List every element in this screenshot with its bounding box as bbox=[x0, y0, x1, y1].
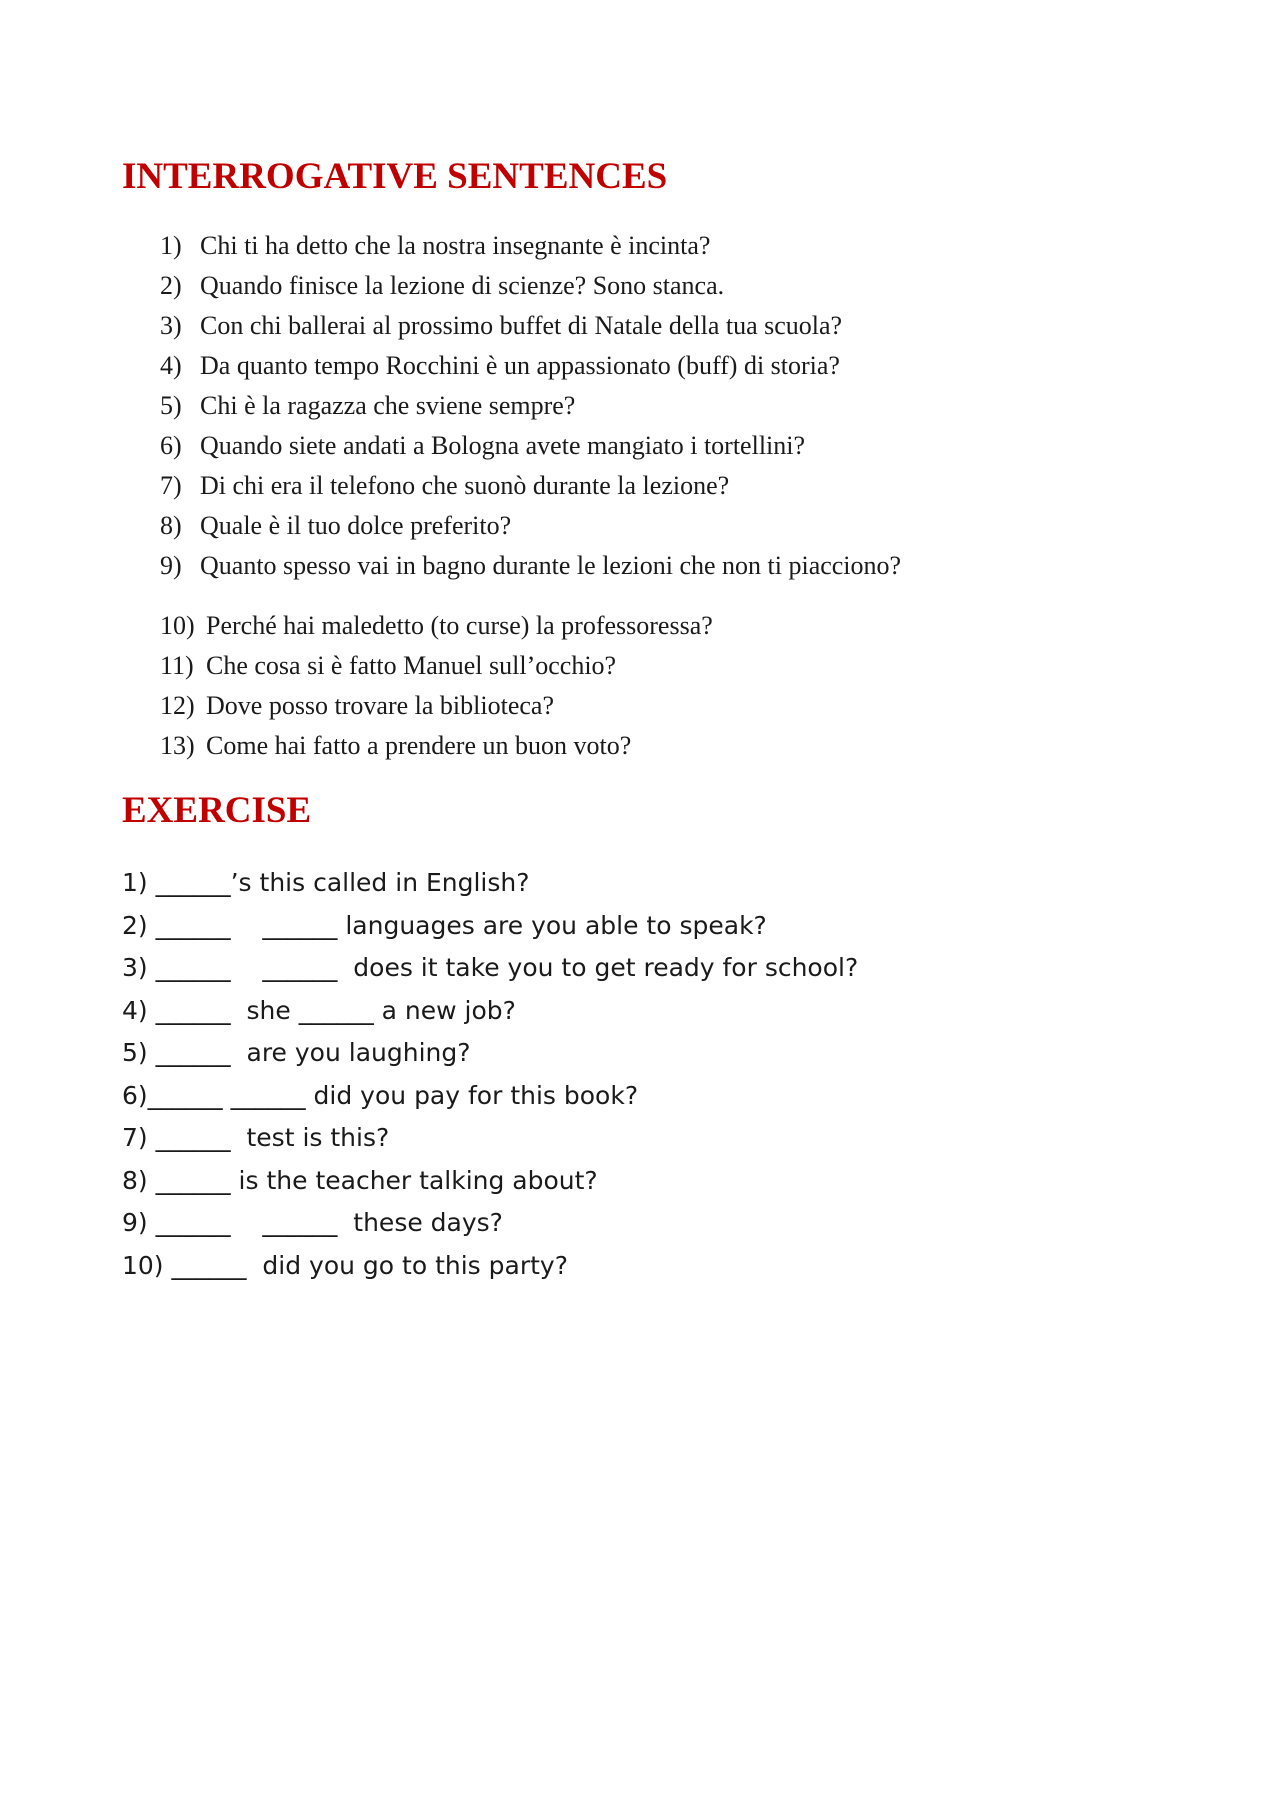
exercise-item: 4) ______ she ______ a new job? bbox=[122, 995, 516, 1025]
list-item bbox=[160, 386, 901, 426]
item-text: Come hai fatto a prendere un buon voto? bbox=[206, 731, 632, 760]
item-text: Quando siete andati a Bologna avete mangiato i tortellini? bbox=[200, 431, 806, 460]
item-text: Perché hai maledetto (to curse) la professoressa? bbox=[206, 611, 713, 640]
item-number: 9) bbox=[160, 551, 182, 580]
list-item bbox=[160, 346, 901, 386]
item-number: 2) bbox=[160, 271, 182, 300]
list-item bbox=[160, 306, 901, 346]
item-text: Quanto spesso vai in bagno durante le lezioni che non ti piacciono? bbox=[200, 551, 902, 580]
list-item bbox=[160, 546, 901, 586]
item-text: Con chi ballerai al prossimo buffet di Natale della tua scuola? bbox=[200, 311, 843, 340]
exercise-item: 10) ______ did you go to this party? bbox=[122, 1250, 568, 1280]
item-number: 10) bbox=[160, 611, 195, 640]
exercise-item: 9) ______ ______ these days? bbox=[122, 1208, 503, 1237]
list-item bbox=[160, 226, 901, 266]
item-text: Da quanto tempo Rocchini è un appassionato (buff) di storia? bbox=[200, 351, 840, 380]
exercise-item: 2) ______ ______ languages are you able to speak? bbox=[122, 910, 767, 940]
item-text: Dove posso trovare la biblioteca? bbox=[206, 691, 554, 720]
item-number: 5) bbox=[160, 391, 182, 420]
list-item bbox=[160, 606, 713, 646]
section-title-exercise: EXERCISE bbox=[122, 790, 312, 831]
item-text: Quale è il tuo dolce preferito? bbox=[200, 511, 512, 540]
item-number: 3) bbox=[160, 311, 182, 340]
list-item bbox=[160, 266, 901, 306]
section-title-interrogative: INTERROGATIVE SENTENCES bbox=[122, 156, 668, 197]
list-item bbox=[160, 726, 713, 766]
exercise-item: 6)______ ______ did you pay for this book? bbox=[122, 1080, 639, 1110]
item-number: 4) bbox=[160, 351, 182, 380]
item-number: 13) bbox=[160, 731, 195, 760]
list-item bbox=[160, 426, 901, 466]
item-text: Di chi era il telefono che suonò durante la lezione? bbox=[200, 471, 730, 500]
item-number: 6) bbox=[160, 431, 182, 460]
exercise-item: 7) ______ test is this? bbox=[122, 1123, 390, 1152]
exercise-item: 3) ______ ______ does it take you to get ready for school? bbox=[122, 953, 859, 982]
item-number: 12) bbox=[160, 691, 195, 720]
item-text: Che cosa si è fatto Manuel sull’occhio? bbox=[206, 651, 617, 680]
list-item bbox=[160, 686, 713, 726]
item-text: Chi è la ragazza che sviene sempre? bbox=[200, 391, 576, 420]
item-number: 7) bbox=[160, 471, 182, 500]
list-item bbox=[160, 506, 901, 546]
item-text: Quando finisce la lezione di scienze? Sono stanca. bbox=[200, 271, 725, 300]
exercise-item: 8) ______ is the teacher talking about? bbox=[122, 1165, 598, 1195]
exercise-list bbox=[122, 862, 858, 1287]
item-number: 1) bbox=[160, 231, 182, 260]
question-list bbox=[160, 226, 901, 586]
item-number: 11) bbox=[160, 651, 194, 680]
list-item bbox=[160, 466, 901, 506]
item-number: 8) bbox=[160, 511, 182, 540]
list-item bbox=[160, 646, 713, 686]
exercise-item: 1) ______’s this called in English? bbox=[122, 868, 530, 897]
exercise-item: 5) ______ are you laughing? bbox=[122, 1038, 471, 1067]
item-text: Chi ti ha detto che la nostra insegnante è incinta? bbox=[200, 231, 711, 260]
question-list-continued bbox=[160, 606, 713, 766]
